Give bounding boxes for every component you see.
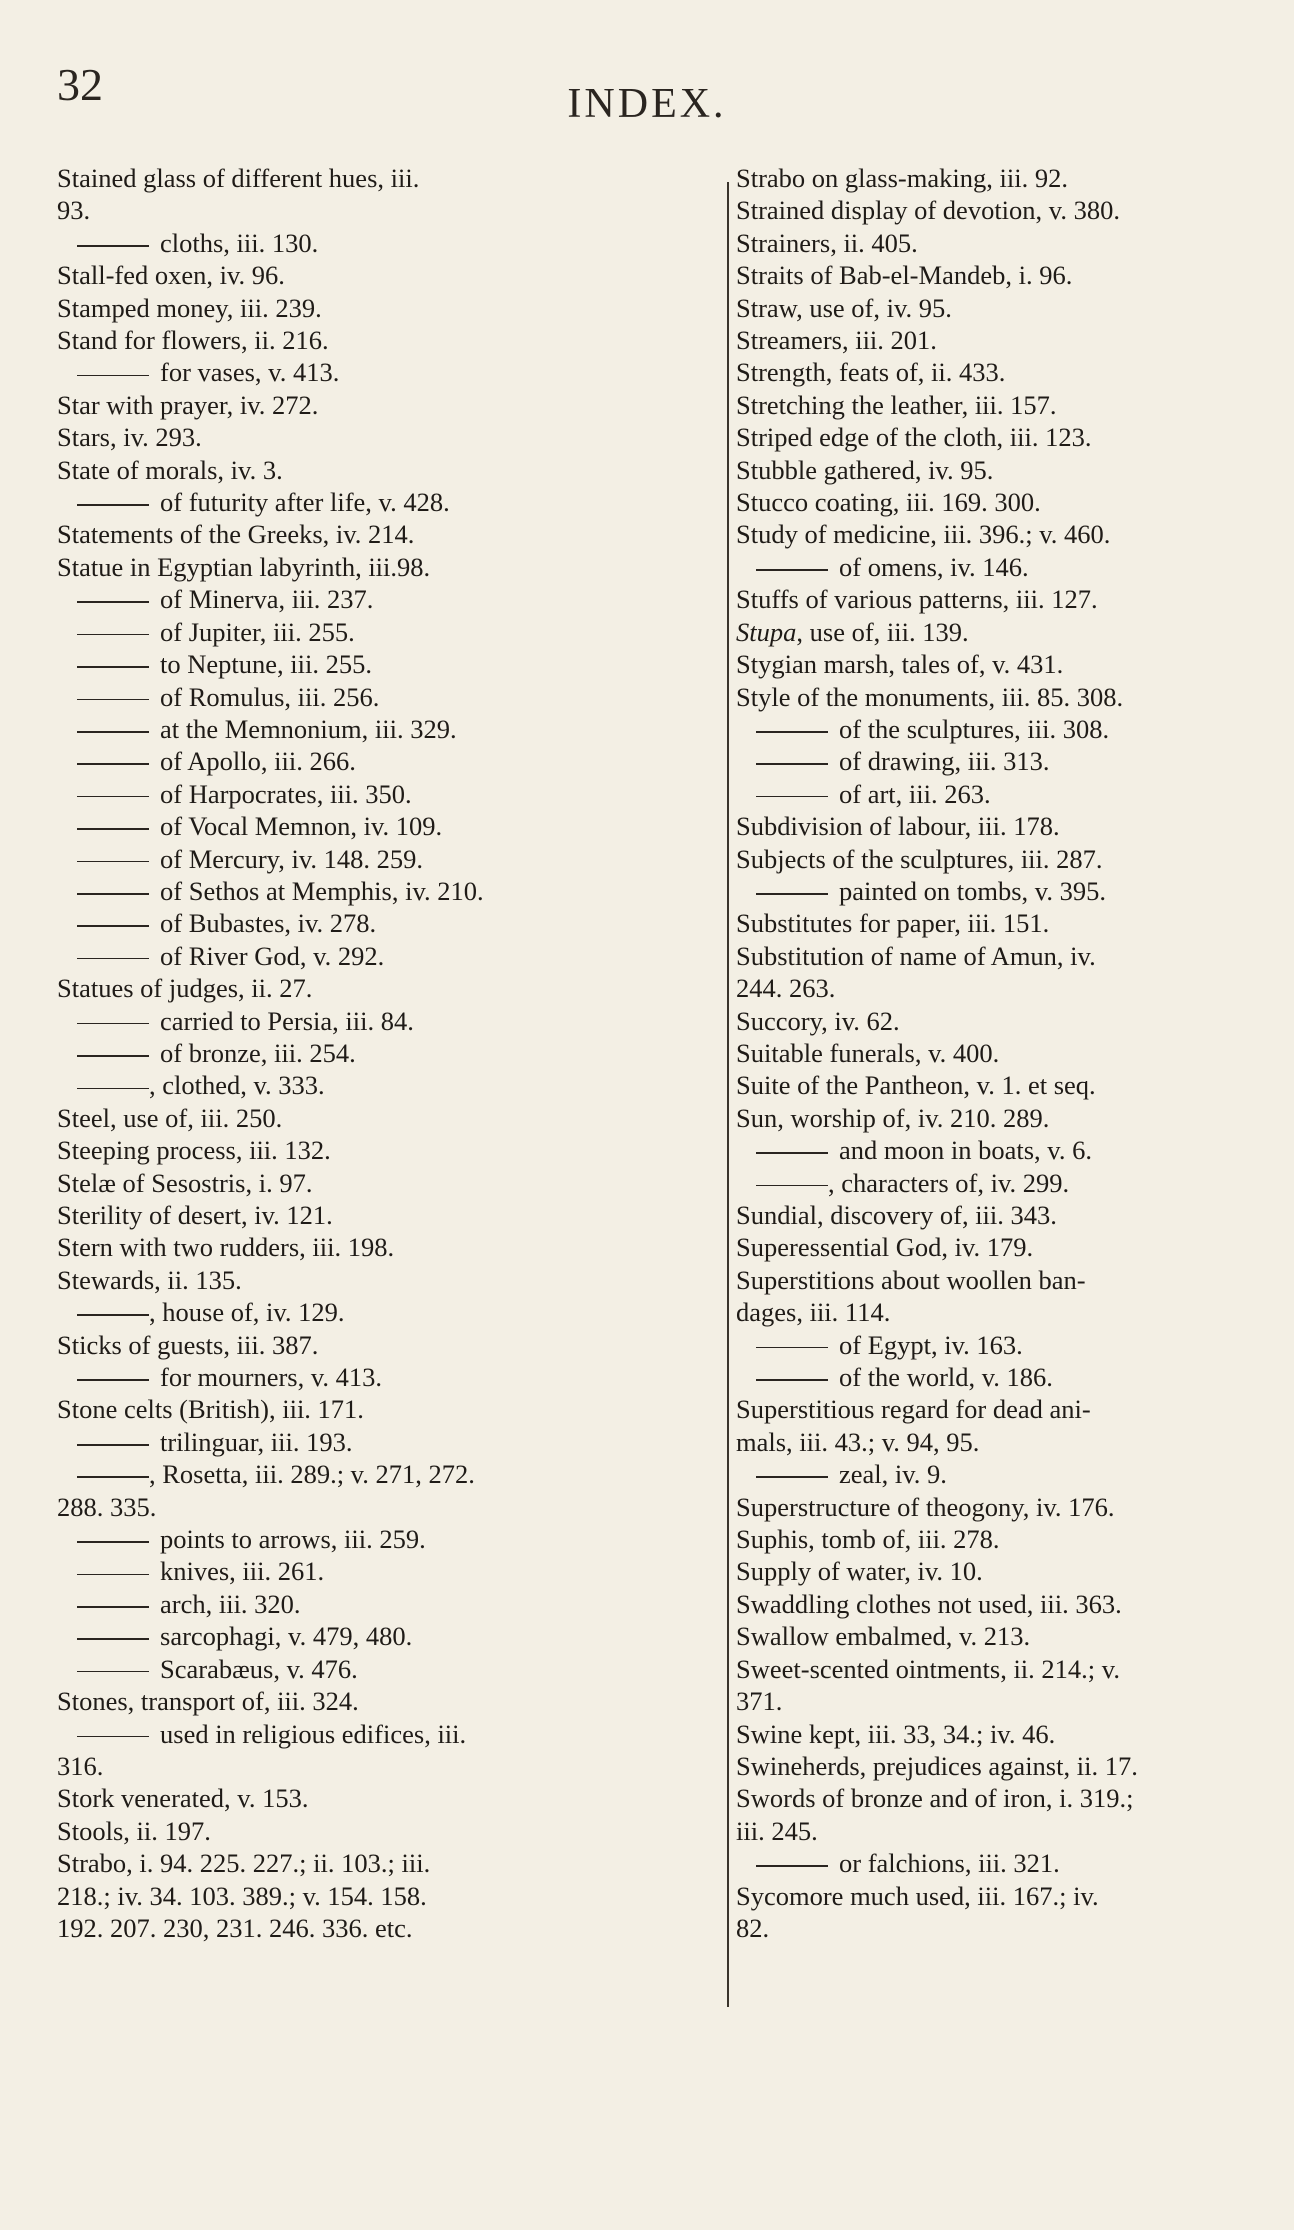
index-entry xyxy=(736,1653,1294,1685)
index-entry xyxy=(736,1750,1294,1782)
index-entry xyxy=(57,1167,697,1199)
index-entry-text: of the world, v. 186. xyxy=(839,1362,1053,1393)
ditto-dash xyxy=(77,1476,149,1478)
index-entry xyxy=(736,1912,1294,1944)
index-entry xyxy=(736,1815,1294,1847)
ditto-dash xyxy=(77,1055,149,1057)
index-entry-text: cloths, iii. 130. xyxy=(160,227,319,258)
index-entry xyxy=(57,194,697,226)
index-entry-text: Stones, transport of, iii. 324. xyxy=(57,1686,359,1717)
index-entry xyxy=(736,1069,1294,1101)
ditto-dash xyxy=(77,796,149,798)
index-entry xyxy=(57,486,697,518)
running-head-title: INDEX. xyxy=(567,81,727,127)
ditto-dash xyxy=(77,1541,149,1543)
index-entry xyxy=(57,1264,697,1296)
index-entry-text: trilinguar, iii. 193. xyxy=(160,1426,353,1457)
index-entry-text: of Minerva, iii. 237. xyxy=(160,584,374,615)
index-entry xyxy=(736,227,1294,259)
index-entry xyxy=(57,1815,697,1847)
index-entry xyxy=(57,292,697,324)
index-entry-text: Striped edge of the cloth, iii. 123. xyxy=(736,422,1092,453)
index-entry-text: of Romulus, iii. 256. xyxy=(160,681,380,712)
index-entry xyxy=(736,1167,1294,1199)
index-entry xyxy=(57,1523,697,1555)
index-entry xyxy=(736,583,1294,615)
index-entry-text: , characters of, iv. 299. xyxy=(828,1167,1070,1198)
index-entry xyxy=(736,1491,1294,1523)
index-entry-text: Strained display of devotion, v. 380. xyxy=(736,195,1120,226)
index-entry-text: Sterility of desert, iv. 121. xyxy=(57,1200,333,1230)
ditto-dash xyxy=(77,375,149,377)
ditto-dash xyxy=(77,861,149,863)
index-entry-text: of omens, iv. 146. xyxy=(839,551,1029,582)
index-entry-text: Study of medicine, iii. 396.; v. 460. xyxy=(736,519,1111,550)
index-entry xyxy=(57,681,697,713)
index-entry xyxy=(57,1069,697,1101)
index-entry-text: Swords of bronze and of iron, i. 319.; xyxy=(736,1783,1134,1814)
ditto-dash xyxy=(756,1152,828,1154)
index-entry-text: of art, iii. 263. xyxy=(839,778,991,809)
index-entry xyxy=(57,1685,697,1717)
index-entry-text: of Harpocrates, iii. 350. xyxy=(160,778,412,809)
index-entry xyxy=(57,1296,697,1328)
index-entry xyxy=(57,907,697,939)
index-entry xyxy=(57,518,697,550)
index-column-left xyxy=(57,162,697,1944)
ditto-dash xyxy=(77,1736,149,1738)
index-entry-text: Scarabæus, v. 476. xyxy=(160,1653,358,1684)
index-entry-text: knives, iii. 261. xyxy=(160,1556,325,1587)
index-entry xyxy=(57,421,697,453)
index-entry xyxy=(57,810,697,842)
index-entry xyxy=(736,356,1294,388)
index-entry xyxy=(736,551,1294,583)
index-entry xyxy=(57,1134,697,1166)
ditto-dash xyxy=(77,1314,149,1316)
ditto-dash xyxy=(77,763,149,765)
index-entry xyxy=(736,745,1294,777)
index-entry xyxy=(736,1880,1294,1912)
ditto-dash xyxy=(77,699,149,701)
index-entry xyxy=(736,389,1294,421)
index-entry xyxy=(57,1102,697,1134)
index-entry xyxy=(57,259,697,291)
index-entry-text: Superstitions about woollen ban- xyxy=(736,1264,1086,1295)
index-entry xyxy=(57,616,697,648)
index-entry-text: Strabo, i. 94. 225. 227.; ii. 103.; iii. xyxy=(57,1848,431,1879)
index-entry-text: Style of the monuments, iii. 85. 308. xyxy=(736,681,1124,712)
index-entry-text: Star with prayer, iv. 272. xyxy=(57,389,319,420)
index-entry xyxy=(57,1393,697,1425)
index-entry xyxy=(736,810,1294,842)
index-entry-text: of Vocal Memnon, iv. 109. xyxy=(160,811,443,842)
index-entry-text: State of morals, iv. 3. xyxy=(57,454,283,485)
index-entry-text: sarcophagi, v. 479, 480. xyxy=(160,1621,413,1652)
index-entry xyxy=(736,1782,1294,1814)
index-entry-text: Stewards, ii. 135. xyxy=(57,1264,242,1295)
index-entry-text: of the sculptures, iii. 308. xyxy=(839,713,1110,744)
index-entry xyxy=(736,1199,1294,1231)
index-entry-text: Stone celts (British), iii. 171. xyxy=(57,1394,364,1425)
page-number: 32 xyxy=(57,59,103,110)
index-entry-text: Substitution of name of Amun, iv. xyxy=(736,940,1096,971)
index-entry-text: Statements of the Greeks, iv. 214. xyxy=(57,519,415,550)
index-entry-text: painted on tombs, v. 395. xyxy=(839,875,1106,906)
index-entry-text: , clothed, v. 333. xyxy=(149,1070,325,1101)
ditto-dash xyxy=(77,925,149,927)
index-entry-text: Statue in Egyptian labyrinth, iii.98. xyxy=(57,551,431,582)
index-entry-text: Subdivision of labour, iii. 178. xyxy=(736,811,1060,842)
index-column-right xyxy=(736,162,1294,1944)
index-entry-text: Steeping process, iii. 132. xyxy=(57,1135,331,1166)
index-entry-text: Stuffs of various patterns, iii. 127. xyxy=(736,584,1098,615)
index-entry xyxy=(736,162,1294,194)
index-entry xyxy=(736,713,1294,745)
index-entry-text: Strainers, ii. 405. xyxy=(736,227,918,258)
ditto-dash xyxy=(77,958,149,960)
index-entry xyxy=(736,1555,1294,1587)
ditto-dash xyxy=(77,245,149,247)
index-entry-text: Superessential God, iv. 179. xyxy=(736,1232,1034,1263)
index-entry-text: Strength, feats of, ii. 433. xyxy=(736,357,1006,388)
index-entry-text: Sundial, discovery of, iii. 343. xyxy=(736,1200,1057,1230)
index-entry xyxy=(57,875,697,907)
index-entry xyxy=(736,194,1294,226)
index-entry-text: Streamers, iii. 201. xyxy=(736,325,937,356)
index-entry xyxy=(57,1361,697,1393)
ditto-dash xyxy=(77,1088,149,1090)
index-entry xyxy=(57,1329,697,1361)
index-entry xyxy=(736,1037,1294,1069)
index-entry-text: Stand for flowers, ii. 216. xyxy=(57,325,329,356)
index-entry-text: points to arrows, iii. 259. xyxy=(160,1524,426,1555)
ditto-dash xyxy=(77,893,149,895)
ditto-dash xyxy=(756,1379,828,1381)
index-entry-text: of Jupiter, iii. 255. xyxy=(160,616,355,647)
index-entry-text: Swineherds, prejudices against, ii. 17. xyxy=(736,1750,1138,1781)
ditto-dash xyxy=(756,731,828,733)
index-entry-text: Sun, worship of, iv. 210. 289. xyxy=(736,1102,1050,1133)
index-entry xyxy=(57,1620,697,1652)
index-entry-text: Stucco coating, iii. 169. 300. xyxy=(736,487,1041,518)
index-entry xyxy=(736,1102,1294,1134)
index-entry-text: Suphis, tomb of, iii. 278. xyxy=(736,1524,1000,1555)
ditto-dash xyxy=(756,1347,828,1349)
index-entry-text: at the Memnonium, iii. 329. xyxy=(160,713,457,744)
index-entry-text: zeal, iv. 9. xyxy=(839,1459,947,1490)
index-entry-text: Stall-fed oxen, iv. 96. xyxy=(57,260,285,291)
index-entry xyxy=(57,713,697,745)
index-entry-text: iii. 245. xyxy=(736,1815,818,1846)
ditto-dash xyxy=(77,666,149,668)
index-entry-text: 316. xyxy=(57,1750,104,1781)
index-entry-text: Stools, ii. 197. xyxy=(57,1815,211,1846)
ditto-dash xyxy=(77,1606,149,1608)
index-entry xyxy=(736,1426,1294,1458)
index-entry xyxy=(736,907,1294,939)
index-entry xyxy=(736,1458,1294,1490)
index-entry xyxy=(736,1847,1294,1879)
index-entry xyxy=(736,1231,1294,1263)
index-entry xyxy=(736,1588,1294,1620)
index-entry xyxy=(57,162,697,194)
index-entry-text: 288. 335. xyxy=(57,1491,157,1522)
index-entry xyxy=(736,1134,1294,1166)
index-entry-text: Stamped money, iii. 239. xyxy=(57,292,322,323)
index-entry xyxy=(57,1782,697,1814)
index-entry-text: carried to Persia, iii. 84. xyxy=(160,1005,414,1036)
index-entry-text: Sticks of guests, iii. 387. xyxy=(57,1329,319,1360)
index-entry xyxy=(57,454,697,486)
index-entry-text: Sweet-scented ointments, ii. 214.; v. xyxy=(736,1653,1120,1684)
index-entry-text: 93. xyxy=(57,195,91,226)
index-entry xyxy=(736,1393,1294,1425)
index-entry-text: 82. xyxy=(736,1912,770,1943)
ditto-dash xyxy=(77,1444,149,1446)
index-entry-text: , use of, iii. 139. xyxy=(796,616,969,647)
index-entry xyxy=(736,421,1294,453)
ditto-dash xyxy=(77,634,149,636)
ditto-dash xyxy=(77,601,149,603)
index-entry xyxy=(736,1620,1294,1652)
index-entry-text: , Rosetta, iii. 289.; v. 271, 272. xyxy=(149,1459,475,1490)
index-entry-text: Stelæ of Sesostris, i. 97. xyxy=(57,1167,313,1198)
index-entry-text: Statues of judges, ii. 27. xyxy=(57,973,313,1004)
ditto-dash xyxy=(756,1476,828,1478)
ditto-dash xyxy=(77,1671,149,1673)
index-entry-text: 218.; iv. 34. 103. 389.; v. 154. 158. xyxy=(57,1880,427,1911)
index-entry-italic: Stupa xyxy=(736,616,797,647)
index-entry-text: to Neptune, iii. 255. xyxy=(160,649,372,680)
index-entry-text: Subjects of the sculptures, iii. 287. xyxy=(736,843,1103,874)
index-entry-text: Straw, use of, iv. 95. xyxy=(736,292,952,323)
ditto-dash xyxy=(77,1379,149,1381)
ditto-dash xyxy=(756,1185,828,1187)
index-entry xyxy=(57,1750,697,1782)
index-entry-text: Stubble gathered, iv. 95. xyxy=(736,454,994,485)
index-entry xyxy=(57,1005,697,1037)
index-entry xyxy=(736,1296,1294,1328)
index-entry-text: of Bubastes, iv. 278. xyxy=(160,908,377,939)
ditto-dash xyxy=(756,796,828,798)
index-entry-text: arch, iii. 320. xyxy=(160,1588,301,1619)
index-entry-text: Suite of the Pantheon, v. 1. et seq. xyxy=(736,1070,1096,1101)
index-entry-text: Stork venerated, v. 153. xyxy=(57,1783,309,1814)
index-entry-text: 244. 263. xyxy=(736,973,836,1004)
index-entry xyxy=(57,1426,697,1458)
ditto-dash xyxy=(756,763,828,765)
index-entry-text: 192. 207. 230, 231. 246. 336. etc. xyxy=(57,1912,413,1943)
index-entry xyxy=(736,616,1294,648)
index-entry-text: Succory, iv. 62. xyxy=(736,1005,900,1036)
index-entry xyxy=(736,486,1294,518)
index-entry xyxy=(57,745,697,777)
index-entry-text: dages, iii. 114. xyxy=(736,1297,891,1328)
index-entry xyxy=(57,1588,697,1620)
ditto-dash xyxy=(77,1574,149,1576)
index-entry xyxy=(736,940,1294,972)
index-entry xyxy=(736,324,1294,356)
index-entry xyxy=(57,940,697,972)
index-entry-text: Supply of water, iv. 10. xyxy=(736,1556,983,1587)
index-entry xyxy=(57,1880,697,1912)
index-entry-text: of Sethos at Memphis, iv. 210. xyxy=(160,875,484,906)
ditto-dash xyxy=(77,731,149,733)
ditto-dash xyxy=(77,1023,149,1025)
index-entry xyxy=(736,843,1294,875)
index-entry xyxy=(736,292,1294,324)
index-entry xyxy=(57,1718,697,1750)
index-entry-text: for mourners, v. 413. xyxy=(160,1362,383,1393)
index-entry xyxy=(736,875,1294,907)
index-entry xyxy=(57,583,697,615)
index-entry xyxy=(736,778,1294,810)
index-entry-text: Stars, iv. 293. xyxy=(57,422,202,453)
index-entry xyxy=(57,1491,697,1523)
index-entry xyxy=(736,681,1294,713)
index-entry-text: of Egypt, iv. 163. xyxy=(839,1329,1023,1360)
index-entry xyxy=(736,1685,1294,1717)
column-divider xyxy=(727,182,729,2007)
index-entry xyxy=(736,1264,1294,1296)
index-entry-text: Straits of Bab-el-Mandeb, i. 96. xyxy=(736,260,1073,291)
ditto-dash xyxy=(756,1865,828,1867)
index-entry xyxy=(57,1653,697,1685)
index-entry-text: Stern with two rudders, iii. 198. xyxy=(57,1232,395,1263)
index-entry-text: , house of, iv. 129. xyxy=(149,1297,345,1328)
index-entry-text: of River God, v. 292. xyxy=(160,940,385,971)
index-entry xyxy=(57,778,697,810)
index-entry-text: Superstructure of theogony, iv. 176. xyxy=(736,1491,1115,1522)
index-entry xyxy=(736,1005,1294,1037)
index-entry xyxy=(57,972,697,1004)
index-entry xyxy=(57,843,697,875)
index-entry xyxy=(57,1037,697,1069)
index-entry-text: Strabo on glass-making, iii. 92. xyxy=(736,163,1068,193)
index-entry xyxy=(736,1523,1294,1555)
index-entry-text: mals, iii. 43.; v. 94, 95. xyxy=(736,1426,980,1457)
index-entry-text: Stretching the leather, iii. 157. xyxy=(736,389,1057,420)
index-entry xyxy=(57,356,697,388)
index-entry xyxy=(57,1912,697,1944)
index-entry-text: Sycomore much used, iii. 167.; iv. xyxy=(736,1880,1099,1911)
index-entry xyxy=(57,1555,697,1587)
index-entry-text: 371. xyxy=(736,1686,783,1717)
ditto-dash xyxy=(756,569,828,571)
ditto-dash xyxy=(77,828,149,830)
index-entry-text: of Apollo, iii. 266. xyxy=(160,746,356,777)
index-entry-text: of drawing, iii. 313. xyxy=(839,746,1050,777)
index-entry xyxy=(57,648,697,680)
ditto-dash xyxy=(77,1638,149,1640)
index-entry-text: Substitutes for paper, iii. 151. xyxy=(736,908,1050,939)
index-entry-text: Swallow embalmed, v. 213. xyxy=(736,1621,1031,1652)
index-entry xyxy=(57,324,697,356)
index-entry xyxy=(736,972,1294,1004)
index-entry-text: Stained glass of different hues, iii. xyxy=(57,163,420,193)
index-entry-text: Superstitious regard for dead ani- xyxy=(736,1394,1091,1425)
index-entry-text: Stygian marsh, tales of, v. 431. xyxy=(736,649,1064,680)
index-entry-text: Suitable funerals, v. 400. xyxy=(736,1037,1000,1068)
index-entry xyxy=(57,1847,697,1879)
index-entry xyxy=(57,1231,697,1263)
index-entry xyxy=(736,454,1294,486)
index-entry xyxy=(57,389,697,421)
index-entry-text: used in religious edifices, iii. xyxy=(160,1718,467,1749)
ditto-dash xyxy=(756,893,828,895)
index-entry-text: of bronze, iii. 254. xyxy=(160,1037,356,1068)
index-entry xyxy=(736,518,1294,550)
index-entry-text: of futurity after life, v. 428. xyxy=(160,487,450,518)
index-entry xyxy=(736,1329,1294,1361)
index-entry-text: and moon in boats, v. 6. xyxy=(839,1135,1092,1166)
index-entry xyxy=(736,1361,1294,1393)
index-entry xyxy=(736,259,1294,291)
index-entry xyxy=(57,1458,697,1490)
index-entry-text: Swaddling clothes not used, iii. 363. xyxy=(736,1588,1122,1619)
ditto-dash xyxy=(77,504,149,506)
index-entry xyxy=(57,551,697,583)
index-entry-text: of Mercury, iv. 148. 259. xyxy=(160,843,423,874)
index-entry xyxy=(736,648,1294,680)
index-entry-text: or falchions, iii. 321. xyxy=(839,1848,1060,1879)
index-entry-text: for vases, v. 413. xyxy=(160,357,340,388)
index-entry-text: Steel, use of, iii. 250. xyxy=(57,1102,283,1133)
index-entry-text: Swine kept, iii. 33, 34.; iv. 46. xyxy=(736,1718,1056,1749)
index-entry xyxy=(736,1718,1294,1750)
index-entry xyxy=(57,227,697,259)
index-entry xyxy=(57,1199,697,1231)
